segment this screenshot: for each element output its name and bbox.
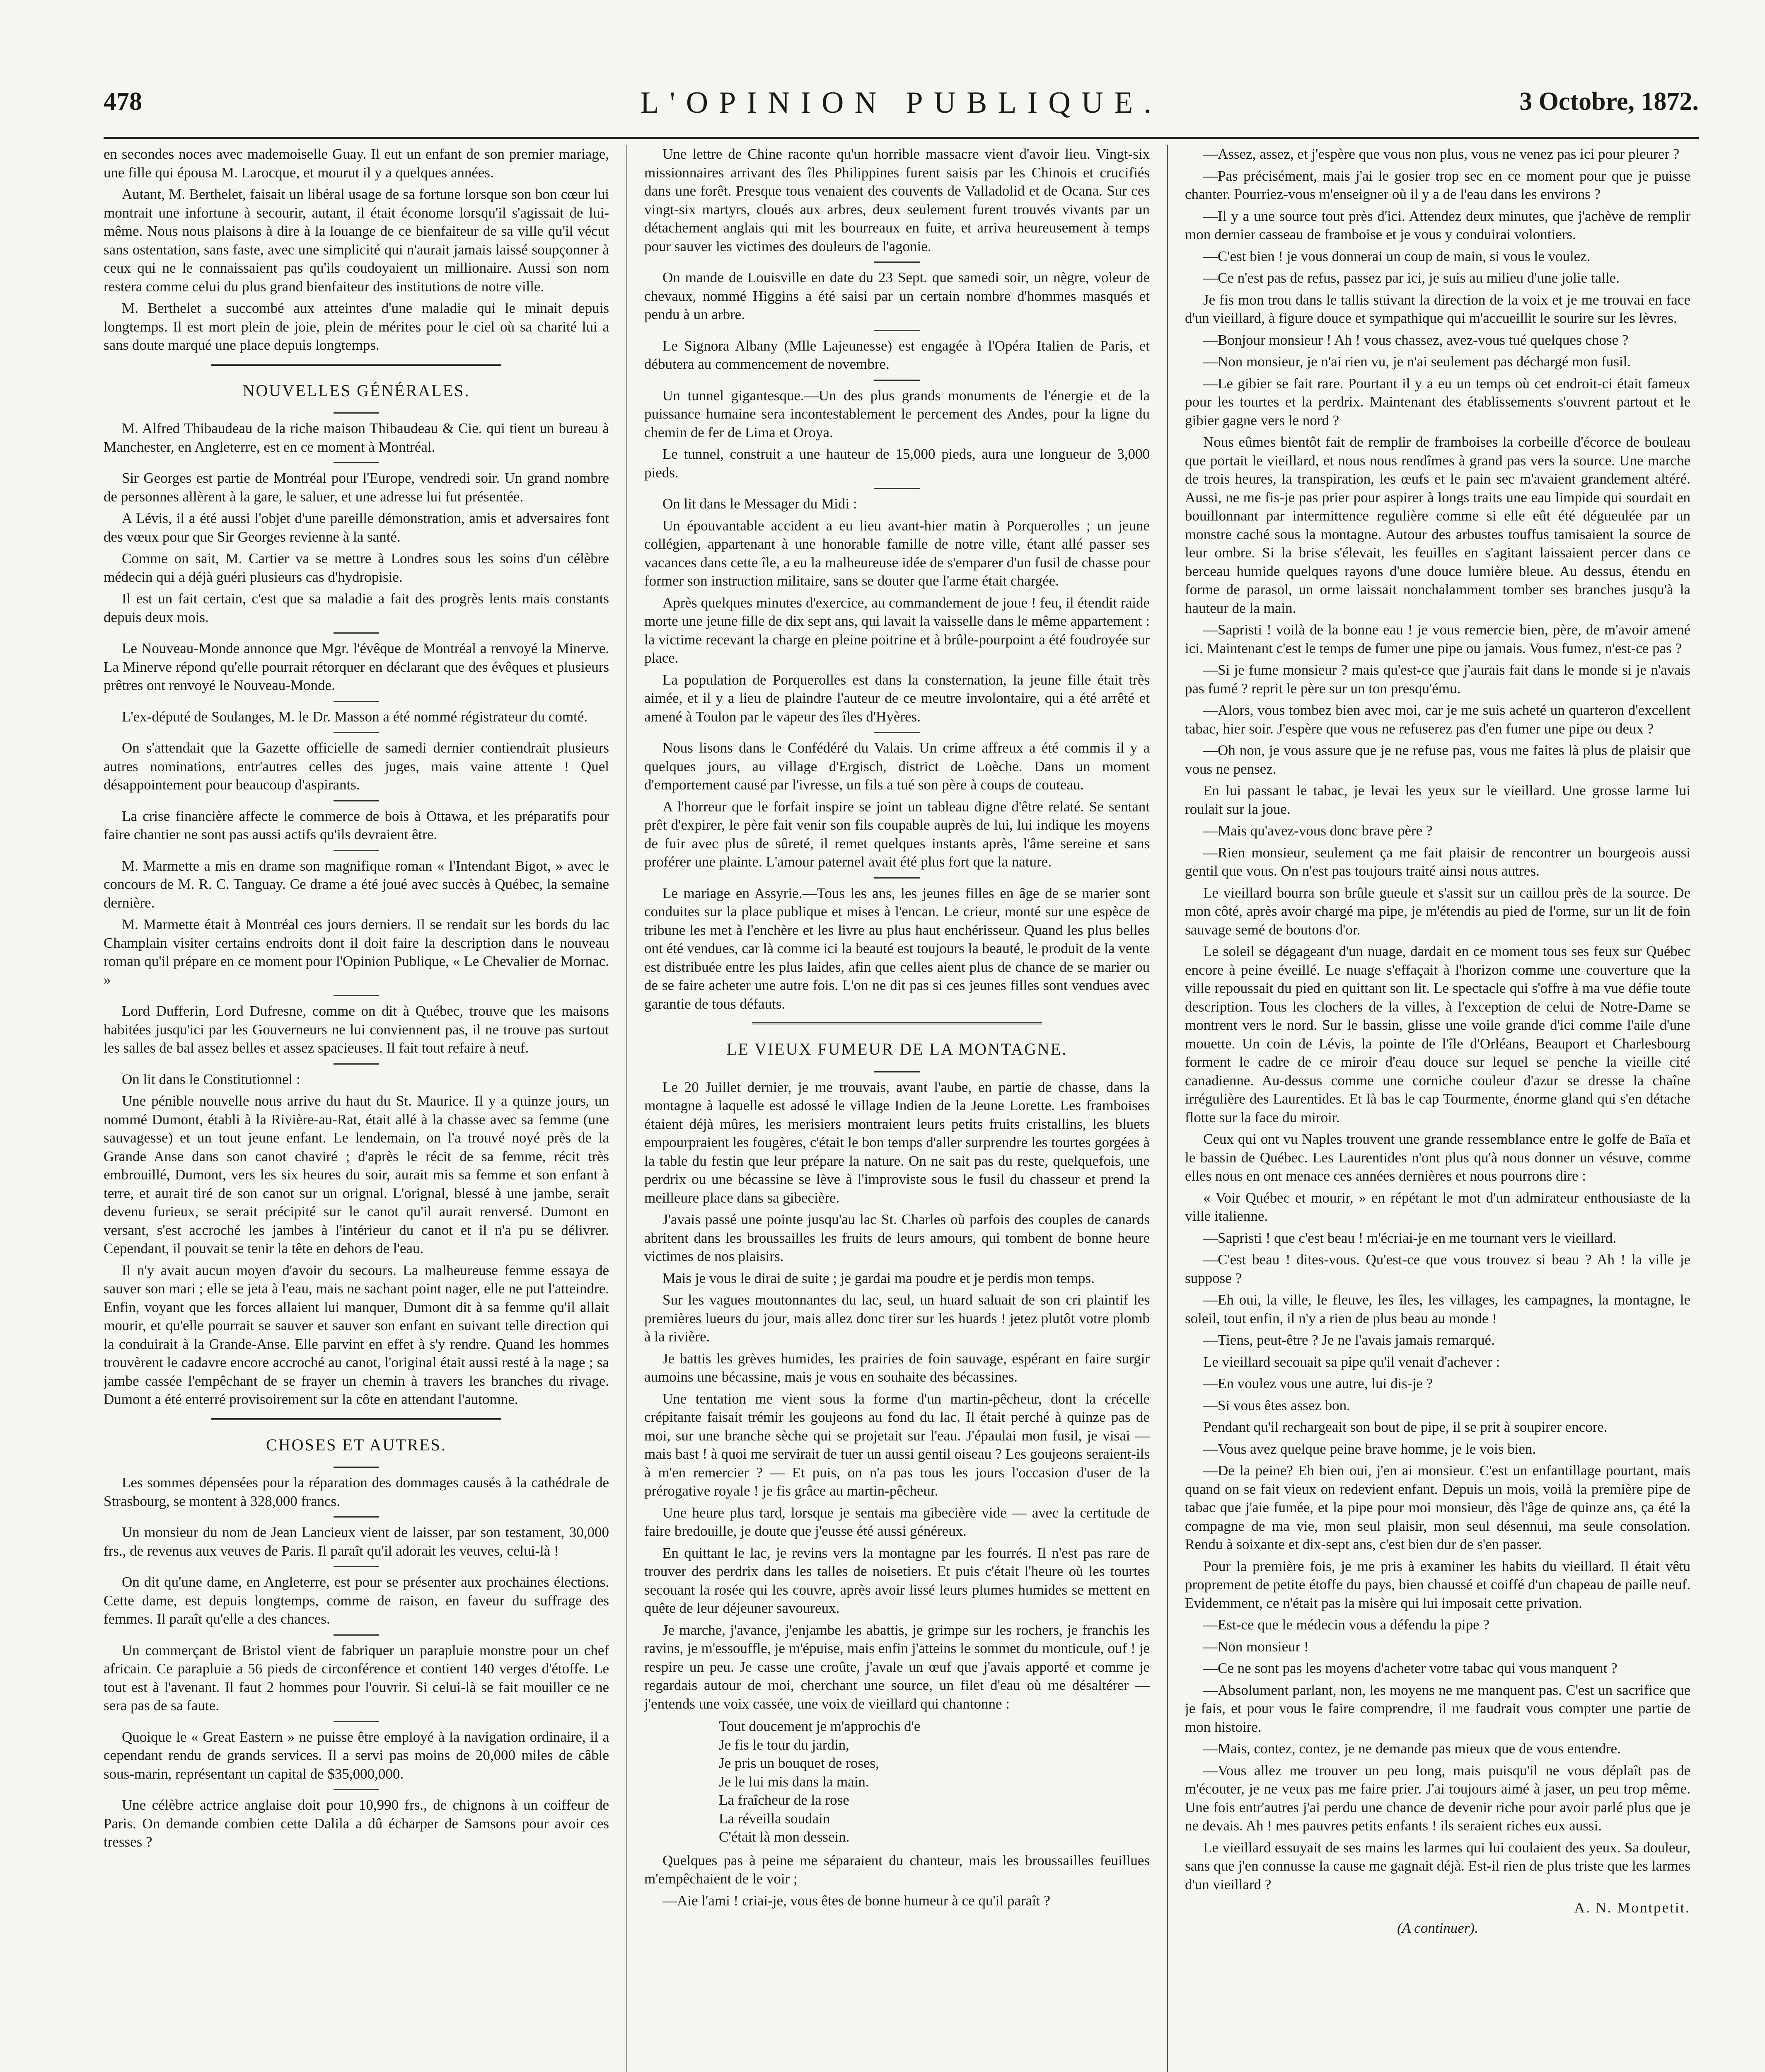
column-rule-1: [626, 145, 627, 2072]
news-item: Après quelques minutes d'exercice, au commandement de joue ! feu, il étendit raide morte une jeune fille de dix sept ans, qui lavait la vaisselle dans le même appartement : la victime recevant la charge en pleine poitrine et à brûle-pourpoint a été foudroyée sur place.: [644, 594, 1150, 666]
story-paragraph: —Sapristi ! que c'est beau ! m'écriai-je en me tournant vers le vieillard.: [1203, 1230, 1617, 1246]
news-item: Nous lisons dans le Confédéré du Valais. Un crime affreux a été commis il y a quelques jours, au village d'Ergisch, district de Loèche. Dans un moment d'emportement causé par l'ivresse, un fils a tué son père à coups de couteau.: [644, 740, 1150, 793]
separator: [334, 732, 379, 733]
news-item: Le tunnel, construit a une hauteur de 15,000 pieds, aura une longueur de 3,000 pieds.: [644, 446, 1150, 481]
news-item: M. Marmette était à Montréal ces jours derniers. Il se rendait sur les bords du lac Champlain visiter certains endroits dont il doit faire la description dans le nouveau roman qu'il prépare en ce moment pour l'Opinion Publique, « Le Chevalier de Mornac. »: [104, 916, 609, 988]
column-1: [104, 145, 609, 2072]
news-item: Lord Dufferin, Lord Dufresne, comme on dit à Québec, trouve que les maisons habitées jusqu'ici par les Gouverneurs ne lui conviennent pas, il ne trouve pas surtout les salles de bal assez belles et assez spacieuses. Il fait tout refaire à neuf.: [104, 1003, 609, 1056]
paragraph: M. Berthelet a succombé aux atteintes d'une maladie qui le minait depuis longtemps. Il est mort plein de joie, plein de mérites pour le ciel où sa charité lui a sans doute marqué une place depuis longtemps.: [104, 300, 609, 353]
separator: [334, 462, 379, 463]
page-number: 478: [104, 87, 142, 116]
verse-line: Je pris un bouquet de roses,: [719, 1755, 879, 1771]
story-paragraph: J'avais passé une pointe jusqu'au lac St. Charles où parfois des couples de canards abritent dans les broussailles les fruits de leurs amours, qui tombent de bonne heure victimes de nos plaisirs.: [644, 1211, 1150, 1264]
section-rule: [211, 1418, 501, 1422]
news-item: A Lévis, il a été aussi l'objet d'une pareille démonstration, amis et adversaires font des vœux pour que Sir Georges revienne à la santé.: [104, 510, 609, 545]
section-rule: [211, 364, 501, 368]
news-item: Il n'y avait aucun moyen d'avoir du secours. La malheureuse femme essaya de sauver son mari ; elle se jeta à l'eau, mais ne sachant point nager, elle ne put l'atteindre. Enfin, voyant que les forces allaient lui manquer, Dumont dit à sa femme qu'il allait mourir, et qu'elle pourrait se sauver et sauver son enfant en suivant telle direction qui la conduirait à la Grande-Anse. Elle parvint en effet à s'y rendre. Quand les hommes trouvèrent le cadavre encore accroché au canot, l'original était aussi resté à la nage ; sa jambe cassée l'empêchant de se frayer un chemin à travers les branches du rivage. Dumont a été enterré provisoirement sur la côte en attendant l'automne.: [104, 1262, 609, 1407]
news-item: On s'attendait que la Gazette officielle de samedi dernier contiendrait plusieurs autres nominations, entr'autres celles des juges, mais vaine attente ! Quel désappointement pour beaucoup d'aspirants.: [104, 740, 609, 793]
masthead: [104, 83, 1699, 128]
separator: [334, 1566, 379, 1567]
verse-line: La fraîcheur de la rose: [719, 1792, 849, 1808]
story-paragraph: —Si je fume monsieur ? mais qu'est-ce que j'aurais fait dans le monde si je n'avais pas fumé ? reprit le père sur un ton presqu'ému.: [1185, 662, 1690, 697]
separator: [874, 330, 920, 331]
news-item: La population de Porquerolles est dans la consternation, la jeune fille était très aimée, et il y a lieu de plaindre l'auteur de ce meutre involontaire, qui a été arrêté et amené à Toulon par le vapeur des îles d'Hyères.: [644, 671, 1150, 725]
separator: [334, 850, 379, 851]
story-paragraph: Je battis les grèves humides, les prairies de foin sauvage, espérant en faire surgir aumoins une bécassine, mais je vous en souhaite des bécassines.: [644, 1350, 1150, 1385]
news-item: Les sommes dépensées pour la réparation des dommages causés à la cathédrale de Strasbourg, se montent à 328,000 francs.: [104, 1474, 609, 1509]
news-item: A l'horreur que le forfait inspire se joint un tableau digne d'être relaté. Se sentant prêt d'expirer, le père fait venir son fils coupable auprès de lui, lui indique les moyens de fuir avec plus de sûreté, il remet quelques instants après, l'âme sereine et sans proférer une plainte. L'amour paternel avait été plus fort que la nature.: [644, 798, 1150, 870]
story-paragraph: —Est-ce que le médecin vous a défendu la pipe ?: [1203, 1617, 1489, 1633]
story-paragraph: —Tiens, peut-être ? Je ne l'avais jamais remarqué.: [1203, 1332, 1495, 1348]
separator: [874, 488, 920, 489]
verse-line: Je fis le tour du jardin,: [719, 1736, 849, 1753]
news-item: On dit qu'une dame, en Angleterre, est pour se présenter aux prochaines élections. Cette dame, est depuis longtemps, comme de raison, en faveur du suffrage des femmes. Il paraît qu'elle a des chances.: [104, 1574, 609, 1627]
story-paragraph: Je marche, j'avance, j'enjambe les abattis, je grimpe sur les rochers, je franchis les ravins, je m'essouffle, je m'épuise, mais enfin j'atteins le sommet du monticule, ouf ! je respire un peu. Je casse une croûte, j'avale un œuf que j'avais apporté et comme je regardais autour de moi, cherchant une source, un filet d'eau où me désaltérer — j'entends une voix cassée, une voix de vieillard qui chantonne :: [644, 1622, 1150, 1712]
story-paragraph: —Non monsieur !: [1203, 1638, 1309, 1655]
verse-line: C'était là mon dessein.: [719, 1829, 850, 1845]
verse-line: Tout doucement je m'approchis d'e: [719, 1718, 921, 1734]
story-paragraph: —Le gibier se fait rare. Pourtant il y a eu un temps où cet endroit-ci était fameux pour les tourtes et la perdrix. Maintenant des établissements s'ouvrent partout et le gibier gagne vers le nord ?: [1185, 375, 1690, 428]
story-paragraph: —Non monsieur, je n'ai rien vu, je n'ai seulement pas déchargé mon fusil.: [1203, 353, 1631, 370]
story-paragraph: Le vieillard essuyait de ses mains les larmes qui lui coulaient des yeux. Sa douleur, sans que j'en connusse la cause me gagnait déjà. Est-il rien de plus triste que les larmes d'un vieillard ?: [1185, 1839, 1690, 1893]
story-paragraph: En lui passant le tabac, je levai les yeux sur le vieillard. Une grosse larme lui roulait sur la joue.: [1185, 782, 1690, 817]
story-paragraph: « Voir Québec et mourir, » en répétant le mot d'un admirateur enthousiaste de la ville italienne.: [1185, 1189, 1690, 1224]
story-paragraph: —Il y a une source tout près d'ici. Attendez deux minutes, que j'achève de remplir mon dernier casseau de framboise et je vous y conduirai volontiers.: [1185, 208, 1690, 242]
separator: [334, 1789, 379, 1790]
paragraph: Autant, M. Berthelet, faisait un libéral usage de sa fortune lorsque son bon cœur lui montrait une infortune à secourir, autant, il était économe lorsqu'il s'agissait de lui-même. Nous nous plaisons à dire à la louange de ce bienfaiteur de sa ville qu'il vécut sans ostentation, sans faste, avec une simplicité qui n'aurait jamais laissé soupçonner à ceux qui ne le connaissaient pas qu'ils coudoyaient un millionaire. Aussi son nom restera comme celui du plus grand bienfaiteur des institutions de notre ville.: [104, 186, 609, 295]
story-heading-fumeur: LE VIEUX FUMEUR DE LA MONTAGNE.: [726, 1040, 1068, 1058]
separator: [334, 1516, 379, 1518]
story-paragraph: —Mais, contez, contez, je ne demande pas mieux que de vous entendre.: [1203, 1740, 1621, 1757]
news-item: Le mariage en Assyrie.—Tous les ans, les jeunes filles en âge de se marier sont conduites sur la place publique et mises à l'encan. Le crieur, monté sur une espèce de tribune les met à l'enchère et les livre au plus haut enchérisseur. Quand les plus belles ont été vendues, car là comme ici la beauté est toujours la beauté, le produit de la vente est distribuée entre les plus laides, afin que celles aient plus de chance de se marier ou de se faire acheter une autre fois. L'on ne dit pas si ces jeunes filles sont vendues avec garantie de tous défauts.: [644, 885, 1150, 1012]
news-item: Un épouvantable accident a eu lieu avant-hier matin à Porquerolles ; un jeune collégien, appartenant à une honorable famille de notre ville, étant allé passer ses vacances dans cette île, a eu la malheureuse idée de s'emparer d'un fusil de chasse pour former son instruction militaire, sans se douter que l'arme était chargée.: [644, 517, 1150, 589]
separator: [874, 877, 920, 879]
news-item: Quoique le « Great Eastern » ne puisse être employé à la navigation ordinaire, il a cependant rendu de grands services. Il a servi pas moins de 20,000 miles de câble sous-marin, représentant un capital de $35,000,000.: [104, 1728, 609, 1782]
story-paragraph: —Mais qu'avez-vous donc brave père ?: [1203, 823, 1433, 839]
paragraph: en secondes noces avec mademoiselle Guay. Il eut un enfant de son premier mariage, une fille qui épousa M. Larocque, et mourut il y a quelques années.: [104, 146, 609, 181]
story-paragraph: Le vieillard secouait sa pipe qu'il venait d'achever :: [1203, 1353, 1500, 1370]
news-item: Une célèbre actrice anglaise doit pour 10,990 frs., de chignons à un coiffeur de Paris. On demande combien cette Dalila a dû écharper de Samsons pour avoir ces tresses ?: [104, 1797, 609, 1850]
story-paragraph: Ceux qui ont vu Naples trouvent une grande ressemblance entre le golfe de Baïa et le bassin de Québec. Les Laurentides n'ont plus qu'à nous donner un vésuve, comme elles nous en ont menace ces années dernières et nous pourrons dire :: [1185, 1131, 1690, 1184]
news-item: Sir Georges est partie de Montréal pour l'Europe, vendredi soir. Un grand nombre de personnes allèrent à la gare, le saluer, et une adresse lui fut présentée.: [104, 470, 609, 505]
story-paragraph: —Sapristi ! voilà de la bonne eau ! je vous remercie bien, père, de m'avoir amené ici. Maintenant c'est le temps de fumer une pipe ou jamais. Vous fumez, n'est-ce pas ?: [1185, 622, 1690, 656]
author-signature: A. N. Montpetit.: [1574, 1900, 1690, 1916]
news-item: Une pénible nouvelle nous arrive du haut du St. Maurice. Il y a quinze jours, un nommé Dumont, établi à la Rivière-au-Rat, était allé à la chasse avec sa femme (une sauvagesse) et un tout jeune enfant. Le lendemain, on l'a trouvé noyé près de la Grande Anse dans son canot chaviré ; d'après le récit de sa femme, récit très embrouillé, Dumont, vers les six heures du soir, aurait mis sa femme et son enfant à terre, et aurait tiré de son canot sur un orignal. L'orignal, blessé à une jambe, serait devenu furieux, se serait précipité sur le canot qu'il aurait renversé. Dumont en versant, s'est accroché les jambes à l'intérieur du canot et il n'a pu se délivrer. Cependant, il pouvait se tenir la tête en dehors de l'eau.: [104, 1093, 609, 1256]
news-item: M. Alfred Thibaudeau de la riche maison Thibaudeau & Cie. qui tient un bureau à Manchester, en Angleterre, est en ce moment à Montréal.: [104, 420, 609, 455]
separator: [334, 800, 379, 801]
verse-line: La réveilla soudain: [719, 1810, 830, 1827]
story-paragraph: —Eh oui, la ville, le fleuve, les îles, les villages, les campagnes, la montagne, le soleil, tout enfin, il n'y a rien de plus beau au monde !: [1185, 1292, 1690, 1326]
section-rule: [752, 1022, 1042, 1026]
song-verse: [719, 1717, 1150, 1847]
news-item: La crise financière affecte le commerce de bois à Ottawa, et les préparatifs pour faire chantier ne sont pas aussi actifs qu'ils devraient être.: [104, 808, 609, 842]
column-rule-2: [1167, 145, 1168, 2072]
separator: [334, 1063, 379, 1065]
news-item: On mande de Louisville en date du 23 Sept. que samedi soir, un nègre, voleur de chevaux, nommé Higgins a été saisi par un certain nombre d'hommes masqués et pendu à un arbre.: [644, 269, 1150, 322]
separator: [334, 1634, 379, 1636]
story-paragraph: Quelques pas à peine me séparaient du chanteur, mais les broussailles feuillues m'empêchaient de le voir ;: [644, 1852, 1150, 1887]
separator: [334, 995, 379, 996]
story-paragraph: En quittant le lac, je revins vers la montagne par les fourrés. Il n'est pas rare de trouver des perdrix dans les talles de noisetiers. Et puis c'était l'heure où les tourtes secouant la rosée qui les couvre, après avoir lissé leurs plumes humides se mettent en quête de leur déjeuner savoureux.: [644, 1544, 1150, 1616]
story-paragraph: —C'est beau ! dites-vous. Qu'est-ce que vous trouvez si beau ? Ah ! la ville je suppose ?: [1185, 1251, 1690, 1286]
news-item: Le Signora Albany (Mlle Lajeunesse) est engagée à l'Opéra Italien de Paris, et débutera au commencement de novembre.: [644, 337, 1150, 372]
separator: [874, 1071, 920, 1072]
separator: [334, 701, 379, 702]
story-paragraph: —C'est bien ! je vous donnerai un coup de main, si vous le voulez.: [1203, 248, 1591, 264]
news-item: Comme on sait, M. Cartier va se mettre à Londres sous les soins d'un célèbre médecin qui a déjà guéri plusieurs cas d'hydropisie.: [104, 550, 609, 585]
story-paragraph: —Pas précisément, mais j'ai le gosier trop sec en ce moment pour que je puisse chanter. Pourriez-vous m'enseigner où il y a de l'eau dans les environs ?: [1185, 167, 1690, 202]
story-paragraph: —Bonjour monsieur ! Ah ! vous chassez, avez-vous tué quelques chose ?: [1203, 332, 1629, 348]
news-item: Un monsieur du nom de Jean Lancieux vient de laisser, par son testament, 30,000 frs., de revenus aux veuves de Paris. Il paraît qu'il adorait les veuves, celui-là !: [104, 1524, 609, 1559]
separator: [334, 1721, 379, 1722]
story-paragraph: —Assez, assez, et j'espère que vous non plus, vous ne venez pas ici pour pleurer ?: [1203, 146, 1680, 162]
story-paragraph: —Vous avez quelque peine brave homme, je le vois bien.: [1203, 1440, 1536, 1457]
verse-line: Je le lui mis dans la main.: [719, 1773, 869, 1790]
issue-date: 3 Octobre, 1872.: [1519, 87, 1699, 116]
story-paragraph: Nous eûmes bientôt fait de remplir de framboises la corbeille d'écorce de bouleau que portait le vieillard, et nous nous rendîmes à grand pas vers la source. Une marche de trois heures, la transpiration, les œufs et le pain sec m'avaient grandement altéré. Aussi, ne me fis-je pas prier pour aspirer à longs traits une eau limpide qui sourdait en bouillonnant par intermittence regulière comme si elle eût été dégueulée par un monstre caché sous la montagne. Autour des arbustes touffus tamisaient la source de leur ombre. Si la brise s'élevait, les feuilles en s'agitant laissaient percer dans ce berceau humide quelques rayons d'une douce lumière bleue. Au dessus, étendu en forme de parasol, un orme laissait nonchalamment tomber ses branches jusqu'à la hauteur de la main.: [1185, 434, 1690, 616]
news-item: Un commerçant de Bristol vient de fabriquer un parapluie monstre pour un chef africain. Ce parapluie a 56 pieds de circonférence et contient 140 verges d'étoffe. Le tout est à l'avenant. Il faut 2 hommes pour l'ouvrir. Si celui-là se fait mouiller ce ne sera pas de sa faute.: [104, 1642, 609, 1714]
news-item: Il est un fait certain, c'est que sa maladie a fait des progrès lents mais constants depuis deux mois.: [104, 591, 609, 625]
news-item: Un tunnel gigantesque.—Un des plus grands monuments de l'énergie et de la puissance humaine sera incontestablement le percement des Andes, pour la ligne du chemin de fer de Lima et Oroya.: [644, 387, 1150, 441]
news-item: On lit dans le Constitutionnel :: [122, 1071, 300, 1087]
story-paragraph: —En voulez vous une autre, lui dis-je ?: [1203, 1375, 1433, 1392]
column-2: [644, 145, 1150, 2072]
story-paragraph: Le vieillard bourra son brûle gueule et s'assit sur un caillou près de la source. De mon côté, après avoir chargé ma pipe, je m'étendis au pied de l'orme, sur un lit de foin sauvage semé de boutons d'or.: [1185, 884, 1690, 938]
news-item: Le Nouveau-Monde annonce que Mgr. l'évêque de Montréal a renvoyé la Minerve. La Minerve répond qu'elle pourrait rétorquer en déclarant que des évêques et plusieurs prêtres ont renvoyé le Nouveau-Monde.: [104, 640, 609, 693]
story-paragraph: —Aie l'ami ! criai-je, vous êtes de bonne humeur à ce qu'il paraît ?: [662, 1892, 1050, 1909]
separator: [334, 1467, 379, 1468]
separator: [874, 380, 920, 381]
news-item: On lit dans le Messager du Midi :: [662, 496, 857, 512]
story-paragraph: Le 20 Juillet dernier, je me trouvais, avant l'aube, en partie de chasse, dans la montagne à laquelle est adossé le village Indien de la Jeune Lorette. Les framboises étaient déjà mûres, les merisiers montraient leurs petits fruits cristallins, les bluets empourpraient les fougères, c'était le bon temps d'aller surprendre les tourtes gorgées à la table du festin que leur prépare la nature. On ne sait pas du reste, quelquefois, une perdrix ou une bécassine se lève à l'improviste sous le fusil du chasseur et prend la meilleure place dans sa gibecière.: [644, 1079, 1150, 1206]
to-be-continued: (A continuer).: [1397, 1920, 1478, 1936]
story-paragraph: —Oh non, je vous assure que je ne refuse pas, vous me faites là plus de plaisir que vous ne pensez.: [1185, 742, 1690, 777]
section-heading-choses: CHOSES ET AUTRES.: [266, 1435, 447, 1454]
news-item: Une lettre de Chine raconte qu'un horrible massacre vient d'avoir lieu. Vingt-six missionnaires arrivant des îles Philippines furent saisis par les Chinois et crucifiés dans une forêt. Presque tous venaient des couvents de Valladolid et de Ocana. Sur ces vingt-six martyrs, cloués aux arbres, deux seulement furent trouvés vivants par un détachement anglais qui mit les bourreaux en fuite, et arriva heureusement à temps pour sauver les victimes des douleurs de l'agonie.: [644, 146, 1150, 254]
separator: [334, 632, 379, 634]
story-paragraph: —Absolument parlant, non, les moyens ne me manquent pas. C'est un sacrifice que je fais, et pour vous le faire comprendre, il me faudrait vous compter une partie de mon histoire.: [1185, 1682, 1690, 1735]
story-paragraph: Une heure plus tard, lorsque je sentais ma gibecière vide — avec la certitude de faire bredouille, je doute que j'eusse été aussi généreux.: [644, 1504, 1150, 1539]
separator: [874, 261, 920, 263]
story-paragraph: —Alors, vous tombez bien avec moi, car je me suis acheté un quarteron d'excellent tabac, hier soir. J'espère que vous ne refuserez pas d'en fumer une pipe ou deux ?: [1185, 702, 1690, 737]
story-paragraph: —Ce ne sont pas les moyens d'acheter votre tabac qui vous manquent ?: [1203, 1660, 1618, 1676]
column-3: [1185, 145, 1690, 2072]
story-paragraph: Pour la première fois, je me pris à examiner les habits du vieillard. Il était vêtu proprement de petite étoffe du pays, bien chaussé et coiffé d'un chapeau de paille neuf. Evidemment, ce n'était pas la misère qui lui imposait cette privation.: [1185, 1558, 1690, 1611]
story-paragraph: Pendant qu'il rechargeait son bout de pipe, il se prit à soupirer encore.: [1203, 1419, 1608, 1435]
story-paragraph: —De la peine? Eh bien oui, j'en ai monsieur. C'est un enfantillage pourtant, mais quand on se fait vieux on redevient enfant. Depuis un mois, voilà la première pipe de tabac que j'aie fumée, et la pipe pour moi monsieur, dès l'âge de quinze ans, ça été la compagne de ma vie, mon seul plaisir, mon seul désennui, ma seule consolation. Rendu à soixante et dix-sept ans, c'est bien dur de s'en passer.: [1185, 1462, 1690, 1552]
news-item: M. Marmette a mis en drame son magnifique roman « l'Intendant Bigot, » avec le concours de M. R. C. Tanguay. Ce drame a été joué avec succès à Québec, la semaine dernière.: [104, 857, 609, 911]
story-paragraph: —Vous allez me trouver un peu long, mais puisqu'il ne vous déplaît pas de m'écouter, je ne veux pas me faire prier. J'ai toujours aimé à jaser, un peu trop même. Une fois entr'autres j'ai perdu une chance de devenir riche pour avoir parlé plus que je ne devais. Ah ! mes pauvres petits enfants ! ils seraient riches eux aussi.: [1185, 1762, 1690, 1834]
story-paragraph: Mais je vous le dirai de suite ; je gardai ma poudre et je perdis mon temps.: [662, 1270, 1095, 1286]
story-paragraph: —Rien monsieur, seulement ça me fait plaisir de rencontrer un bourgeois aussi gentil que vous. On n'est pas toujours traité ainsi nous autres.: [1185, 844, 1690, 879]
story-paragraph: Une tentation me vient sous la forme d'un martin-pêcheur, dont la crécelle crépitante faisait trémir les goujeons au fond du lac. Il était perché à quinze pas de moi, sur une branche sèche qui se projetait sur l'eau. J'épaulai mon fusil, je visai — mais bast ! à quoi me servirait de tuer un aussi gentil oiseau ? Les goujeons seraient-ils à m'en remercier ? — Et puis, on n'a pas tous les jours l'occasion d'user de la prérogative royale ! je fis grâce au martin-pêcheur.: [644, 1390, 1150, 1499]
separator: [334, 412, 379, 414]
news-item: L'ex-député de Soulanges, M. le Dr. Masson a été nommé régistrateur du comté.: [122, 708, 588, 725]
story-paragraph: Sur les vagues moutonnantes du lac, seul, un huard saluait de son cri plaintif les premières lueurs du jour, mais allez donc tirer sur les huards ! jetez plutôt votre plomb à la rivière.: [644, 1292, 1150, 1345]
separator: [874, 732, 920, 733]
newspaper-title: L'OPINION PUBLIQUE.: [640, 86, 1162, 120]
section-heading-nouvelles: NOUVELLES GÉNÉRALES.: [242, 381, 470, 400]
story-paragraph: Je fis mon trou dans le tallis suivant la direction de la voix et je me trouvai en face d'un vieillard, à figure douce et sympathique qui m'accueillit le sourire sur les lèvres.: [1185, 291, 1690, 326]
header-rule: [104, 137, 1699, 139]
story-paragraph: Le soleil se dégageant d'un nuage, dardait en ce moment tous ses feux sur Québec encore à peine éveillé. Le nuage s'effaçait à l'horizon comme une couverture que la ville repoussait du pied en quittant son lit. Le spectacle qui s'offre à ma vue défie toute description. Tous les clochers de la villes, à l'exception de celui de Notre-Dame se montrent vers le nord. Sur le bassin, glisse une voile grande d'ici comme l'aile d'une mouette. Un coin de Lévis, la pointe de l'île d'Orléans, Beauport et Charlesbourg forment le cadre de ce miroir d'eau douce sur lequel se penche la vieille cité canadienne. Au-dessus comme une corniche couleur d'azur se dresse la chaîne irrégulière des Laurentides. Et là bas le cap Tourmente, énorme gland qui s'en détache flotte sur la face du miroir.: [1185, 943, 1690, 1126]
story-paragraph: —Si vous êtes assez bon.: [1203, 1397, 1350, 1414]
story-paragraph: —Ce n'est pas de refus, passez par ici, je suis au milieu d'une jolie talle.: [1203, 270, 1620, 286]
